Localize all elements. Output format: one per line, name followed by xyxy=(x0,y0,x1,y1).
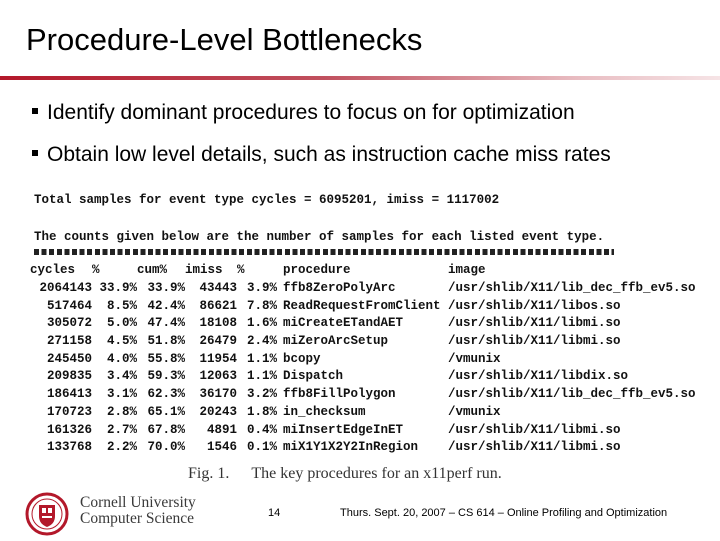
cell-image: /usr/shlib/X11/lib_dec_ffb_ev5.so xyxy=(448,281,696,296)
cell-procedure: in_checksum xyxy=(283,404,366,419)
slide-title: Procedure-Level Bottlenecks xyxy=(26,22,423,57)
figure-caption xyxy=(188,465,502,483)
cell-image: /usr/shlib/X11/libmi.so xyxy=(448,440,621,455)
cell-percent: 8.5% xyxy=(106,298,137,313)
cell-cumulative: 33.9% xyxy=(147,281,185,296)
figure-separator xyxy=(34,249,614,255)
figure-caption-text: The key procedures for an x11perf run. xyxy=(251,465,502,482)
cell-imiss-percent: 1.6% xyxy=(246,316,277,331)
profile-table xyxy=(30,262,698,457)
table-row xyxy=(30,404,698,422)
cell-image: /usr/shlib/X11/libos.so xyxy=(448,298,621,313)
cell-percent: 33.9% xyxy=(99,281,137,296)
cell-procedure: bcopy xyxy=(283,351,321,366)
table-header-row xyxy=(30,262,698,280)
cell-image: /usr/shlib/X11/libdix.so xyxy=(448,369,629,384)
cell-image: /usr/shlib/X11/lib_dec_ffb_ev5.so xyxy=(448,387,696,402)
cell-percent: 2.7% xyxy=(106,422,137,437)
cell-imiss: 86621 xyxy=(199,298,237,313)
cell-imiss-percent: 1.1% xyxy=(246,369,277,384)
cell-imiss: 20243 xyxy=(199,404,237,419)
bullet-square-icon xyxy=(32,150,38,156)
figure-summary-line: Total samples for event type cycles = 6095201, imiss = 1117002 xyxy=(34,193,500,207)
column-header-image: image xyxy=(448,263,486,278)
page-number: 14 xyxy=(268,507,281,519)
cell-procedure: ffb8FillPolygon xyxy=(283,387,396,402)
figure-counts-note: The counts given below are the number of samples for each listed event type. xyxy=(34,230,605,244)
cell-imiss: 1546 xyxy=(206,440,237,455)
table-row xyxy=(30,280,698,298)
cell-percent: 3.4% xyxy=(106,369,137,384)
cell-procedure: ffb8ZeroPolyArc xyxy=(283,281,396,296)
column-header-percent: % xyxy=(92,263,100,278)
cell-imiss-percent: 2.4% xyxy=(246,334,277,349)
cell-cycles: 245450 xyxy=(46,351,92,366)
cell-procedure: miX1Y1X2Y2InRegion xyxy=(283,440,419,455)
cell-cycles: 305072 xyxy=(46,316,92,331)
cell-percent: 2.2% xyxy=(106,440,137,455)
cell-cumulative: 62.3% xyxy=(147,387,185,402)
cornell-seal-icon xyxy=(24,492,70,536)
table-row xyxy=(30,386,698,404)
cell-cumulative: 51.8% xyxy=(147,334,185,349)
cell-imiss-percent: 1.8% xyxy=(246,404,277,419)
cell-imiss: 12063 xyxy=(199,369,237,384)
table-row xyxy=(30,350,698,368)
cell-percent: 4.0% xyxy=(106,351,137,366)
figure-caption-label: Fig. 1. xyxy=(188,465,230,482)
cell-imiss-percent: 1.1% xyxy=(246,351,277,366)
cell-cycles: 2064143 xyxy=(39,281,92,296)
bullet-square-icon xyxy=(32,108,38,114)
table-row xyxy=(30,439,698,457)
bullet-text: Obtain low level details, such as instruction cache miss rates xyxy=(47,143,611,166)
bullet-item xyxy=(28,140,611,182)
cell-cumulative: 55.8% xyxy=(147,351,185,366)
cell-procedure: ReadRequestFromClient xyxy=(283,298,441,313)
cell-procedure: miZeroArcSetup xyxy=(283,334,389,349)
cell-percent: 2.8% xyxy=(106,404,137,419)
cell-cycles: 161326 xyxy=(46,422,92,437)
cell-percent: 5.0% xyxy=(106,316,137,331)
cell-imiss-percent: 3.9% xyxy=(246,281,277,296)
cell-cycles: 517464 xyxy=(46,298,92,313)
cell-imiss-percent: 0.1% xyxy=(246,440,277,455)
table-row xyxy=(30,315,698,333)
cell-procedure: miInsertEdgeInET xyxy=(283,422,404,437)
column-header-cycles: cycles xyxy=(30,263,76,278)
cell-percent: 4.5% xyxy=(106,334,137,349)
cell-imiss: 11954 xyxy=(199,351,237,366)
cell-image: /vmunix xyxy=(448,404,501,419)
cell-cycles: 209835 xyxy=(46,369,92,384)
cell-cumulative: 47.4% xyxy=(147,316,185,331)
cell-image: /usr/shlib/X11/libmi.so xyxy=(448,334,621,349)
column-header-procedure: procedure xyxy=(283,263,351,278)
column-header-imiss: imiss xyxy=(185,263,223,278)
bullet-list xyxy=(28,98,611,182)
cell-imiss-percent: 7.8% xyxy=(246,298,277,313)
cell-cumulative: 70.0% xyxy=(147,440,185,455)
column-header-cumulative: cum% xyxy=(137,263,168,278)
table-row xyxy=(30,421,698,439)
cell-imiss: 4891 xyxy=(206,422,237,437)
cell-imiss: 18108 xyxy=(199,316,237,331)
bullet-item xyxy=(28,98,611,140)
table-row xyxy=(30,333,698,351)
cell-cumulative: 65.1% xyxy=(147,404,185,419)
table-row xyxy=(30,297,698,315)
cell-cycles: 186413 xyxy=(46,387,92,402)
title-underline xyxy=(0,76,720,80)
column-header-imiss-percent: % xyxy=(237,263,245,278)
table-row xyxy=(30,368,698,386)
bullet-text: Identify dominant procedures to focus on for optimization xyxy=(47,101,575,124)
cell-cycles: 170723 xyxy=(46,404,92,419)
cornell-wordmark xyxy=(80,495,196,527)
cell-cumulative: 67.8% xyxy=(147,422,185,437)
cell-percent: 3.1% xyxy=(106,387,137,402)
cell-procedure: miCreateETandAET xyxy=(283,316,404,331)
cell-cumulative: 59.3% xyxy=(147,369,185,384)
cell-cycles: 133768 xyxy=(46,440,92,455)
cell-image: /vmunix xyxy=(448,351,501,366)
logo-line-department: Computer Science xyxy=(80,510,195,527)
footer-text: Thurs. Sept. 20, 2007 – CS 614 – Online Profiling and Optimization xyxy=(340,507,668,519)
cell-procedure: Dispatch xyxy=(283,369,344,384)
cornell-logo xyxy=(24,492,214,532)
cell-image: /usr/shlib/X11/libmi.so xyxy=(448,422,621,437)
cell-imiss-percent: 3.2% xyxy=(246,387,277,402)
cell-cumulative: 42.4% xyxy=(147,298,185,313)
logo-line-university: Cornell University xyxy=(80,494,196,511)
cell-cycles: 271158 xyxy=(46,334,92,349)
cell-imiss: 36170 xyxy=(199,387,237,402)
cell-image: /usr/shlib/X11/libmi.so xyxy=(448,316,621,331)
cell-imiss-percent: 0.4% xyxy=(246,422,277,437)
cell-imiss: 26479 xyxy=(199,334,237,349)
cell-imiss: 43443 xyxy=(199,281,237,296)
